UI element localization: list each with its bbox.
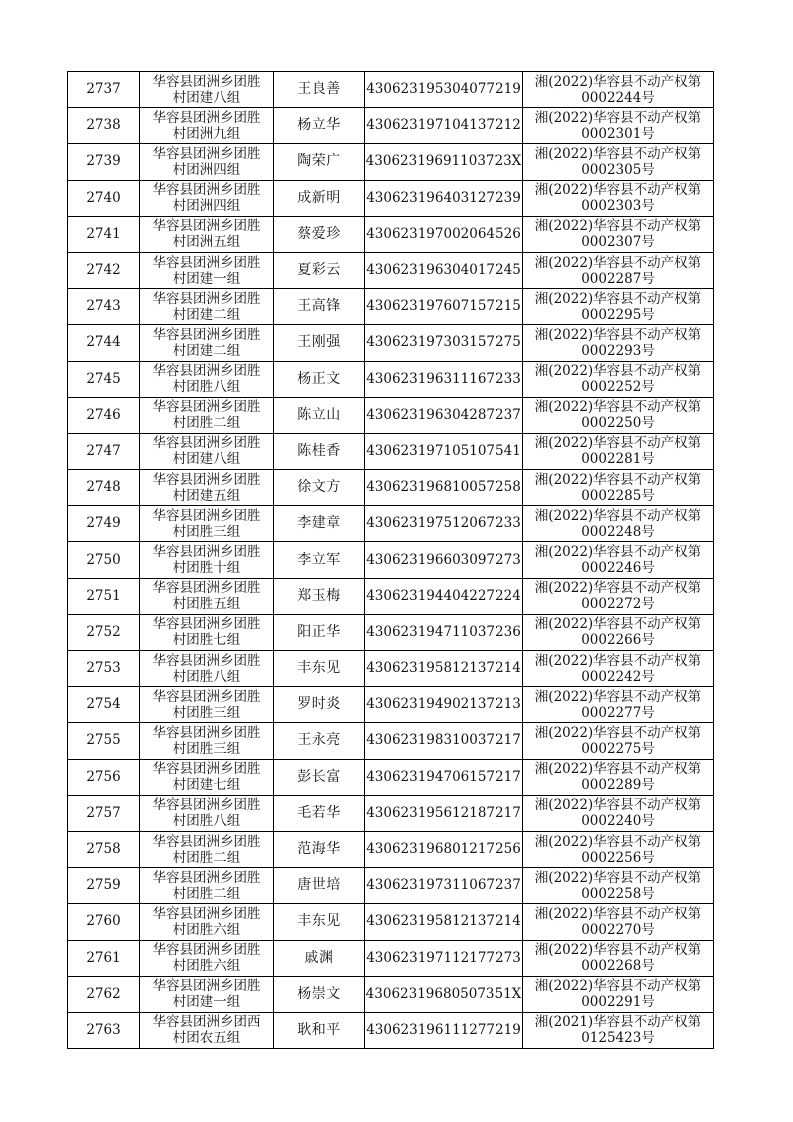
id-number-cell: 430623194902137213 (365, 687, 523, 723)
id-number-cell: 430623195812137214 (365, 904, 523, 940)
certificate-line-2: 0002301号 (581, 125, 655, 142)
certificate-cell (523, 651, 714, 687)
certificate-line-1: 湘(2022)华容县不动产权第 (534, 363, 702, 380)
certificate-cell (523, 506, 714, 542)
address-line-1: 华容县团洲乡团胜 (152, 145, 261, 162)
owner-name-cell: 王高锋 (274, 289, 365, 325)
certificate-cell (523, 578, 714, 614)
certificate-cell (523, 144, 714, 180)
address-line-2: 村团建七组 (172, 777, 241, 794)
certificate-line-1: 湘(2022)华容县不动产权第 (534, 978, 702, 995)
address-line-2: 村团胜十组 (172, 560, 241, 577)
certificate-line-1: 湘(2021)华容县不动产权第 (534, 1014, 702, 1031)
id-number-cell: 430623196304287237 (365, 397, 523, 433)
id-number-cell: 430623195812137214 (365, 651, 523, 687)
address-line-2: 村团洲九组 (172, 125, 241, 142)
id-number-cell: 430623197607157215 (365, 289, 523, 325)
row-number-cell: 2738 (68, 108, 140, 144)
owner-name-cell: 夏彩云 (274, 252, 365, 288)
address-line-2: 村团胜三组 (172, 523, 241, 540)
certificate-cell (523, 976, 714, 1012)
row-number-cell: 2751 (68, 578, 140, 614)
address-line-2: 村团建五组 (172, 487, 241, 504)
table-row (68, 795, 714, 831)
id-number-cell: 43062319691103723X (365, 144, 523, 180)
certificate-line-1: 湘(2022)华容县不动产权第 (534, 616, 702, 633)
certificate-line-2: 0002275号 (581, 740, 655, 757)
certificate-line-1: 湘(2022)华容县不动产权第 (534, 544, 702, 561)
certificate-line-1: 湘(2022)华容县不动产权第 (534, 218, 702, 235)
owner-name-cell: 陈立山 (274, 397, 365, 433)
row-number-cell: 2740 (68, 180, 140, 216)
property-registry-table (67, 71, 714, 1049)
certificate-line-2: 0002258号 (581, 885, 655, 902)
certificate-line-2: 0002256号 (581, 849, 655, 866)
address-cell (140, 361, 274, 397)
certificate-line-2: 0002285号 (581, 487, 655, 504)
row-number-cell: 2754 (68, 687, 140, 723)
owner-name-cell: 范海华 (274, 831, 365, 867)
certificate-line-1: 湘(2022)华容县不动产权第 (534, 109, 702, 126)
address-line-1: 华容县团洲乡团胜 (152, 652, 261, 669)
table-row (68, 976, 714, 1012)
id-number-cell: 430623197112177273 (365, 940, 523, 976)
certificate-line-2: 0002295号 (581, 306, 655, 323)
owner-name-cell: 徐文方 (274, 470, 365, 506)
row-number-cell: 2747 (68, 433, 140, 469)
address-cell (140, 325, 274, 361)
table-row (68, 72, 714, 108)
table-row (68, 361, 714, 397)
table-row (68, 759, 714, 795)
address-line-1: 华容县团洲乡团胜 (152, 290, 261, 307)
certificate-line-1: 湘(2022)华容县不动产权第 (534, 471, 702, 488)
certificate-line-2: 0002305号 (581, 161, 655, 178)
address-line-1: 华容县团洲乡团胜 (152, 182, 261, 199)
table-row (68, 506, 714, 542)
table-row (68, 831, 714, 867)
address-cell (140, 506, 274, 542)
row-number-cell: 2742 (68, 252, 140, 288)
owner-name-cell: 杨立华 (274, 108, 365, 144)
owner-name-cell: 陈桂香 (274, 433, 365, 469)
address-line-1: 华容县团洲乡团胜 (152, 399, 261, 416)
table-row (68, 108, 714, 144)
owner-name-cell: 杨正文 (274, 361, 365, 397)
id-number-cell: 430623198310037217 (365, 723, 523, 759)
address-line-1: 华容县团洲乡团胜 (152, 761, 261, 778)
table-row (68, 614, 714, 650)
certificate-line-2: 0002291号 (581, 994, 655, 1011)
row-number-cell: 2763 (68, 1012, 140, 1048)
address-line-2: 村团建一组 (172, 994, 241, 1011)
certificate-line-2: 0125423号 (581, 1030, 655, 1047)
table-row (68, 325, 714, 361)
table-row (68, 180, 714, 216)
address-line-1: 华容县团洲乡团胜 (152, 616, 261, 633)
address-cell (140, 470, 274, 506)
certificate-line-1: 湘(2022)华容县不动产权第 (534, 652, 702, 669)
certificate-cell (523, 180, 714, 216)
row-number-cell: 2748 (68, 470, 140, 506)
certificate-line-2: 0002272号 (581, 596, 655, 613)
address-line-1: 华容县团洲乡团胜 (152, 724, 261, 741)
certificate-line-1: 湘(2022)华容县不动产权第 (534, 326, 702, 343)
table-row (68, 940, 714, 976)
certificate-line-1: 湘(2022)华容县不动产权第 (534, 580, 702, 597)
certificate-line-1: 湘(2022)华容县不动产权第 (534, 182, 702, 199)
certificate-line-2: 0002307号 (581, 234, 655, 251)
certificate-line-2: 0002252号 (581, 379, 655, 396)
address-line-1: 华容县团洲乡团胜 (152, 688, 261, 705)
id-number-cell: 430623197303157275 (365, 325, 523, 361)
certificate-line-1: 湘(2022)华容县不动产权第 (534, 688, 702, 705)
address-cell (140, 723, 274, 759)
address-cell (140, 144, 274, 180)
owner-name-cell: 郑玉梅 (274, 578, 365, 614)
address-line-1: 华容县团洲乡团胜 (152, 326, 261, 343)
id-number-cell: 430623197104137212 (365, 108, 523, 144)
id-number-cell: 430623196403127239 (365, 180, 523, 216)
owner-name-cell: 王刚强 (274, 325, 365, 361)
address-line-1: 华容县团洲乡团胜 (152, 869, 261, 886)
certificate-cell (523, 831, 714, 867)
certificate-line-1: 湘(2022)华容县不动产权第 (534, 435, 702, 452)
owner-name-cell: 成新明 (274, 180, 365, 216)
certificate-line-1: 湘(2022)华容县不动产权第 (534, 905, 702, 922)
certificate-cell (523, 289, 714, 325)
certificate-line-2: 0002266号 (581, 632, 655, 649)
address-line-1: 华容县团洲乡团胜 (152, 73, 261, 90)
certificate-line-1: 湘(2022)华容县不动产权第 (534, 942, 702, 959)
table-row (68, 578, 714, 614)
owner-name-cell: 罗时炎 (274, 687, 365, 723)
address-line-1: 华容县团洲乡团胜 (152, 507, 261, 524)
table-row (68, 397, 714, 433)
row-number-cell: 2759 (68, 868, 140, 904)
address-line-2: 村团胜六组 (172, 921, 241, 938)
row-number-cell: 2760 (68, 904, 140, 940)
row-number-cell: 2752 (68, 614, 140, 650)
row-number-cell: 2750 (68, 542, 140, 578)
address-cell (140, 904, 274, 940)
address-cell (140, 433, 274, 469)
id-number-cell: 430623194706157217 (365, 759, 523, 795)
address-cell (140, 289, 274, 325)
address-line-2: 村团建八组 (172, 451, 241, 468)
table-row (68, 144, 714, 180)
id-number-cell: 430623195304077219 (365, 72, 523, 108)
address-line-1: 华容县团洲乡团胜 (152, 363, 261, 380)
address-cell (140, 940, 274, 976)
row-number-cell: 2757 (68, 795, 140, 831)
table-row (68, 470, 714, 506)
id-number-cell: 430623196304017245 (365, 252, 523, 288)
certificate-cell (523, 1012, 714, 1048)
address-line-1: 华容县团洲乡团胜 (152, 109, 261, 126)
id-number-cell: 430623196111277219 (365, 1012, 523, 1048)
row-number-cell: 2744 (68, 325, 140, 361)
id-number-cell: 430623197311067237 (365, 868, 523, 904)
table-row (68, 687, 714, 723)
certificate-line-2: 0002250号 (581, 415, 655, 432)
certificate-line-1: 湘(2022)华容县不动产权第 (534, 761, 702, 778)
owner-name-cell: 李建章 (274, 506, 365, 542)
address-cell (140, 687, 274, 723)
certificate-line-2: 0002246号 (581, 560, 655, 577)
certificate-line-2: 0002244号 (581, 89, 655, 106)
row-number-cell: 2741 (68, 216, 140, 252)
address-line-2: 村团农五组 (172, 1030, 241, 1047)
address-line-2: 村团建二组 (172, 306, 241, 323)
id-number-cell: 43062319680507351X (365, 976, 523, 1012)
address-line-2: 村团洲四组 (172, 198, 241, 215)
address-line-1: 华容县团洲乡团胜 (152, 544, 261, 561)
certificate-cell (523, 72, 714, 108)
certificate-line-2: 0002240号 (581, 813, 655, 830)
owner-name-cell: 王良善 (274, 72, 365, 108)
row-number-cell: 2753 (68, 651, 140, 687)
owner-name-cell: 陶荣广 (274, 144, 365, 180)
certificate-line-1: 湘(2022)华容县不动产权第 (534, 724, 702, 741)
row-number-cell: 2749 (68, 506, 140, 542)
address-line-2: 村团洲四组 (172, 161, 241, 178)
address-line-2: 村团胜八组 (172, 668, 241, 685)
row-number-cell: 2762 (68, 976, 140, 1012)
certificate-line-1: 湘(2022)华容县不动产权第 (534, 869, 702, 886)
address-cell (140, 72, 274, 108)
address-line-2: 村团胜八组 (172, 813, 241, 830)
address-cell (140, 831, 274, 867)
id-number-cell: 430623194711037236 (365, 614, 523, 650)
row-number-cell: 2743 (68, 289, 140, 325)
address-line-1: 华容县团洲乡团胜 (152, 833, 261, 850)
address-line-2: 村团洲五组 (172, 234, 241, 251)
certificate-line-2: 0002293号 (581, 342, 655, 359)
certificate-cell (523, 397, 714, 433)
id-number-cell: 430623197002064526 (365, 216, 523, 252)
address-line-1: 华容县团洲乡团胜 (152, 905, 261, 922)
certificate-line-2: 0002303号 (581, 198, 655, 215)
certificate-cell (523, 325, 714, 361)
table-row (68, 542, 714, 578)
certificate-line-2: 0002270号 (581, 921, 655, 938)
address-line-2: 村团胜三组 (172, 740, 241, 757)
owner-name-cell: 彭长富 (274, 759, 365, 795)
certificate-line-2: 0002268号 (581, 958, 655, 975)
address-cell (140, 651, 274, 687)
certificate-line-2: 0002242号 (581, 668, 655, 685)
address-cell (140, 614, 274, 650)
certificate-line-2: 0002281号 (581, 451, 655, 468)
row-number-cell: 2737 (68, 72, 140, 108)
owner-name-cell: 毛若华 (274, 795, 365, 831)
address-line-1: 华容县团洲乡团胜 (152, 942, 261, 959)
owner-name-cell: 阳正华 (274, 614, 365, 650)
table-row (68, 216, 714, 252)
row-number-cell: 2755 (68, 723, 140, 759)
address-cell (140, 868, 274, 904)
certificate-cell (523, 868, 714, 904)
certificate-cell (523, 470, 714, 506)
address-line-2: 村团胜三组 (172, 704, 241, 721)
certificate-cell (523, 542, 714, 578)
certificate-line-2: 0002287号 (581, 270, 655, 287)
owner-name-cell: 丰东见 (274, 904, 365, 940)
certificate-line-1: 湘(2022)华容县不动产权第 (534, 507, 702, 524)
certificate-cell (523, 252, 714, 288)
certificate-cell (523, 795, 714, 831)
table-row (68, 904, 714, 940)
id-number-cell: 430623196801217256 (365, 831, 523, 867)
owner-name-cell: 唐世培 (274, 868, 365, 904)
row-number-cell: 2745 (68, 361, 140, 397)
certificate-line-1: 湘(2022)华容县不动产权第 (534, 797, 702, 814)
address-cell (140, 108, 274, 144)
address-line-1: 华容县团洲乡团胜 (152, 797, 261, 814)
owner-name-cell: 杨崇文 (274, 976, 365, 1012)
address-cell (140, 795, 274, 831)
address-line-1: 华容县团洲乡团胜 (152, 580, 261, 597)
certificate-cell (523, 904, 714, 940)
certificate-line-1: 湘(2022)华容县不动产权第 (534, 290, 702, 307)
address-line-2: 村团胜二组 (172, 415, 241, 432)
certificate-cell (523, 759, 714, 795)
certificate-line-1: 湘(2022)华容县不动产权第 (534, 833, 702, 850)
owner-name-cell: 李立军 (274, 542, 365, 578)
address-cell (140, 397, 274, 433)
table-row (68, 252, 714, 288)
address-cell (140, 252, 274, 288)
address-line-2: 村团建八组 (172, 89, 241, 106)
id-number-cell: 430623196810057258 (365, 470, 523, 506)
id-number-cell: 430623197105107541 (365, 433, 523, 469)
address-cell (140, 976, 274, 1012)
address-line-2: 村团胜七组 (172, 632, 241, 649)
address-line-2: 村团胜二组 (172, 849, 241, 866)
owner-name-cell: 耿和平 (274, 1012, 365, 1048)
address-line-2: 村团建一组 (172, 270, 241, 287)
certificate-line-1: 湘(2022)华容县不动产权第 (534, 254, 702, 271)
row-number-cell: 2758 (68, 831, 140, 867)
table-row (68, 651, 714, 687)
id-number-cell: 430623196603097273 (365, 542, 523, 578)
certificate-line-2: 0002289号 (581, 777, 655, 794)
id-number-cell: 430623197512067233 (365, 506, 523, 542)
row-number-cell: 2761 (68, 940, 140, 976)
certificate-cell (523, 687, 714, 723)
id-number-cell: 430623194404227224 (365, 578, 523, 614)
certificate-cell (523, 216, 714, 252)
certificate-cell (523, 723, 714, 759)
address-cell (140, 180, 274, 216)
owner-name-cell: 戚渊 (274, 940, 365, 976)
certificate-line-2: 0002248号 (581, 523, 655, 540)
address-line-2: 村团建二组 (172, 342, 241, 359)
address-cell (140, 216, 274, 252)
certificate-cell (523, 433, 714, 469)
owner-name-cell: 丰东见 (274, 651, 365, 687)
table-row (68, 433, 714, 469)
address-line-1: 华容县团洲乡团胜 (152, 254, 261, 271)
certificate-cell (523, 108, 714, 144)
address-line-2: 村团胜五组 (172, 596, 241, 613)
certificate-line-1: 湘(2022)华容县不动产权第 (534, 145, 702, 162)
address-cell (140, 578, 274, 614)
certificate-line-1: 湘(2022)华容县不动产权第 (534, 73, 702, 90)
certificate-line-1: 湘(2022)华容县不动产权第 (534, 399, 702, 416)
certificate-cell (523, 614, 714, 650)
table-row (68, 723, 714, 759)
address-line-2: 村团胜六组 (172, 958, 241, 975)
address-cell (140, 542, 274, 578)
id-number-cell: 430623196311167233 (365, 361, 523, 397)
certificate-line-2: 0002277号 (581, 704, 655, 721)
registry-table-body (68, 72, 714, 1049)
row-number-cell: 2739 (68, 144, 140, 180)
table-row (68, 289, 714, 325)
row-number-cell: 2746 (68, 397, 140, 433)
address-line-1: 华容县团洲乡团胜 (152, 978, 261, 995)
address-cell (140, 1012, 274, 1048)
table-row (68, 868, 714, 904)
row-number-cell: 2756 (68, 759, 140, 795)
address-line-2: 村团胜八组 (172, 379, 241, 396)
address-line-1: 华容县团洲乡团胜 (152, 471, 261, 488)
table-row (68, 1012, 714, 1048)
owner-name-cell: 王永亮 (274, 723, 365, 759)
address-line-2: 村团胜二组 (172, 885, 241, 902)
address-cell (140, 759, 274, 795)
address-line-1: 华容县团洲乡团西 (152, 1014, 261, 1031)
id-number-cell: 430623195612187217 (365, 795, 523, 831)
owner-name-cell: 蔡爱珍 (274, 216, 365, 252)
address-line-1: 华容县团洲乡团胜 (152, 218, 261, 235)
certificate-cell (523, 940, 714, 976)
address-line-1: 华容县团洲乡团胜 (152, 435, 261, 452)
certificate-cell (523, 361, 714, 397)
